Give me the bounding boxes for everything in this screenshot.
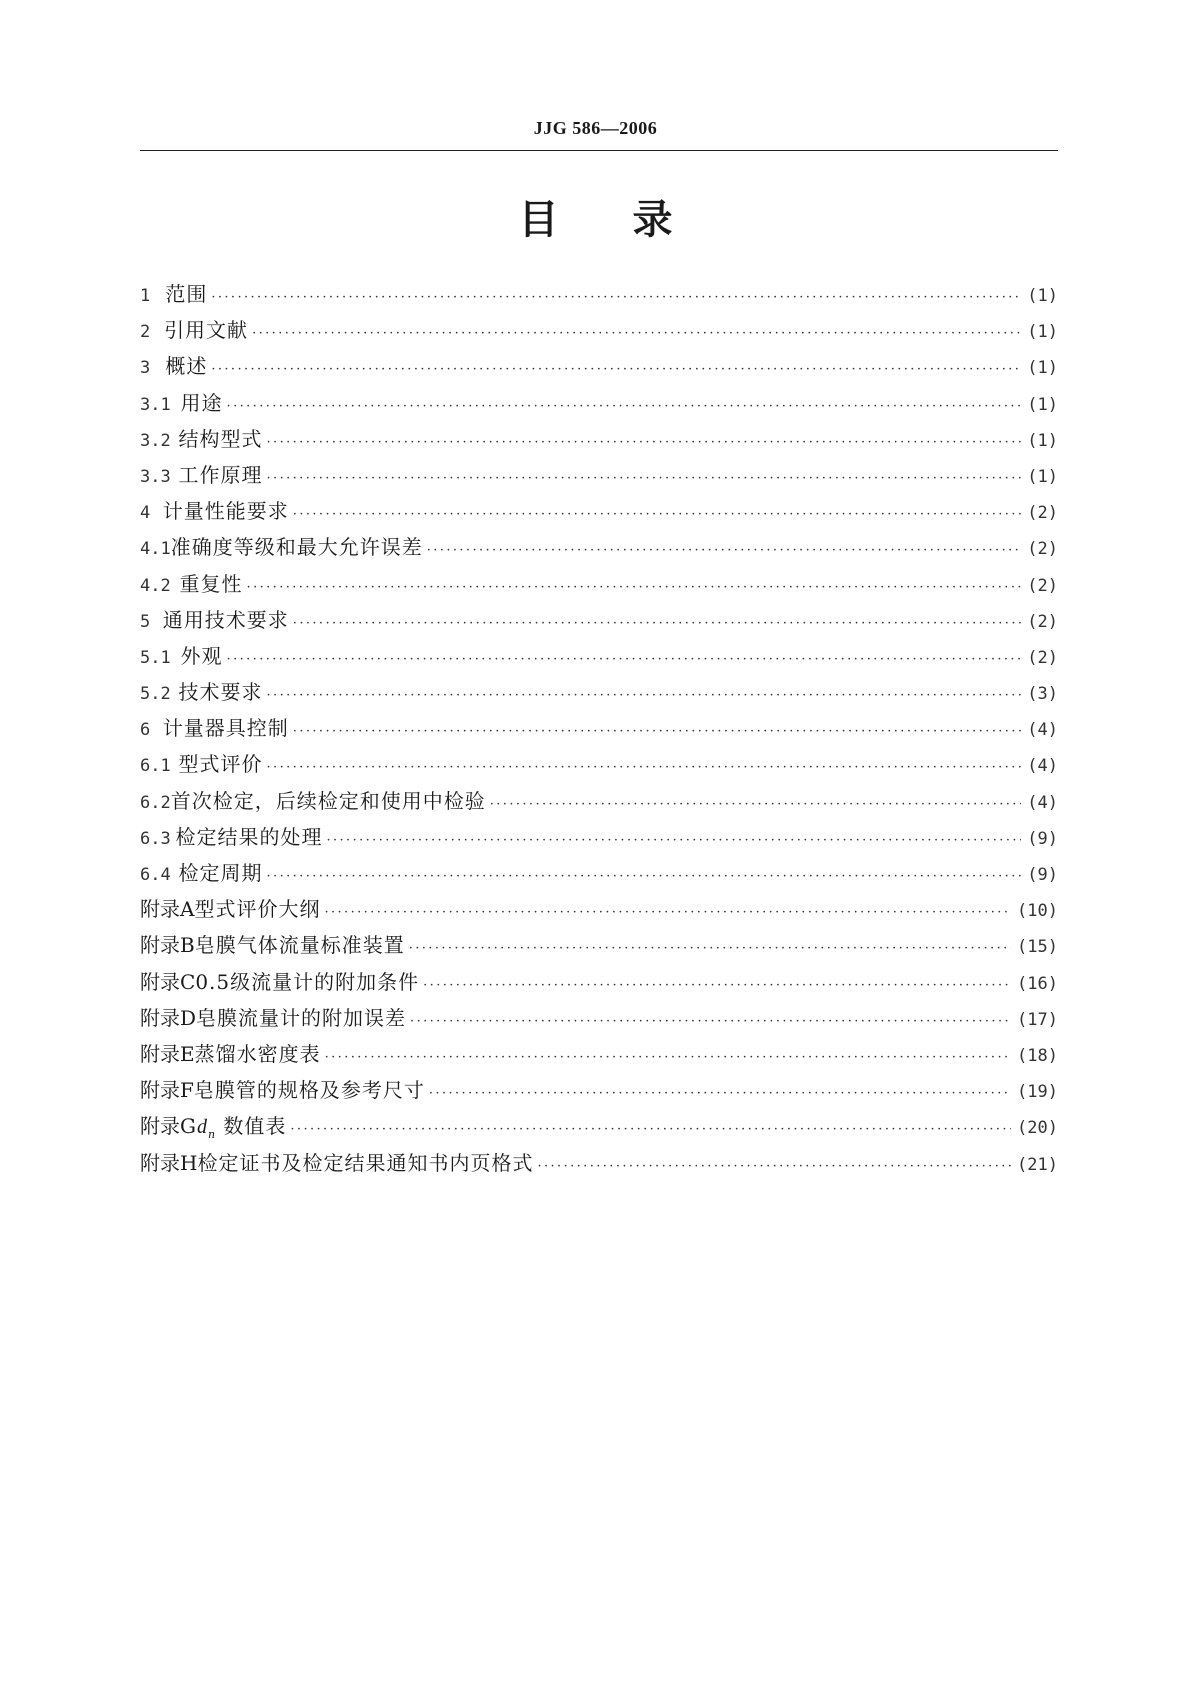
toc-number: 附录B [140, 933, 195, 958]
toc-label: 引用文献 [164, 318, 249, 343]
toc-label: 皂膜管的规格及参考尺寸 [193, 1078, 425, 1103]
dot-leader [293, 497, 1022, 533]
page-title [0, 196, 1191, 244]
dot-leader [325, 1040, 1011, 1076]
dot-leader [211, 352, 1021, 388]
toc-page: (15) [1017, 937, 1058, 958]
toc-label: 0.5级流量计的附加条件 [195, 969, 420, 994]
dot-leader [409, 931, 1011, 967]
toc-entry-6-2[interactable] [140, 783, 1058, 819]
toc-number: 附录F [140, 1078, 194, 1103]
toc-entry-4[interactable] [140, 493, 1058, 529]
toc-page: (1) [1027, 322, 1058, 343]
toc-number: 4.2 [140, 575, 171, 596]
toc-number: 6.1 [140, 756, 171, 777]
variable-subscript-n: n [207, 1128, 217, 1142]
toc-entry-5-2[interactable] [140, 674, 1058, 710]
toc-page: (2) [1027, 647, 1058, 668]
dot-leader [227, 642, 1022, 678]
toc-page: (20) [1017, 1118, 1058, 1139]
toc-label: 范围 [165, 282, 208, 306]
toc-label: 结构型式 [178, 426, 263, 451]
toc-label: 外观 [180, 643, 223, 668]
document-code: JJG 586—2006 [533, 118, 658, 138]
toc-entry-6-1[interactable] [140, 746, 1058, 782]
toc-page: (2) [1027, 539, 1058, 560]
toc-page: (4) [1027, 792, 1058, 813]
toc-page: (9) [1027, 865, 1058, 885]
toc-entry-appendix-d[interactable] [140, 1000, 1058, 1036]
dot-leader [267, 425, 1022, 461]
dot-leader [293, 606, 1022, 642]
toc-number: 6.2 [140, 792, 171, 813]
toc-entry-appendix-c[interactable] [140, 964, 1058, 1000]
toc-page: (1) [1027, 466, 1058, 487]
toc-label: 型式评价大纲 [194, 897, 321, 922]
toc-entry-5[interactable] [140, 602, 1058, 638]
toc-entry-appendix-b[interactable] [140, 927, 1058, 963]
toc-number: 4.1 [140, 539, 171, 560]
dot-leader [490, 787, 1022, 823]
toc-entry-appendix-h[interactable] [140, 1145, 1058, 1181]
dot-leader [429, 1076, 1011, 1112]
toc-number: 3.3 [140, 466, 171, 487]
toc-entry-3[interactable] [140, 348, 1058, 384]
toc-label: 计量性能要求 [162, 499, 289, 524]
toc-entry-3-3[interactable] [140, 457, 1058, 493]
toc-page: (3) [1027, 684, 1058, 705]
toc-label: 工作原理 [178, 462, 263, 487]
dot-leader [252, 316, 1021, 352]
toc-label: 概述 [165, 354, 208, 379]
toc-number: 5.2 [140, 684, 171, 705]
dot-leader [290, 1112, 1011, 1148]
dot-leader [267, 461, 1022, 497]
toc-page: (2) [1027, 503, 1058, 524]
toc-label: 计量器具控制 [162, 716, 289, 741]
toc-number: 6.4 [140, 865, 171, 885]
toc-number: 5 [140, 611, 151, 632]
toc-label: 准确度等级和最大允许误差 [170, 535, 423, 560]
toc-number: 5.1 [140, 647, 171, 668]
toc-label: 通用技术要求 [162, 607, 289, 632]
toc-number: 3.2 [140, 430, 171, 451]
toc-label: 皂膜流量计的附加误差 [196, 1005, 407, 1030]
table-of-contents [140, 276, 1058, 1181]
toc-entry-appendix-a[interactable] [140, 891, 1058, 927]
toc-number: 附录E [140, 1041, 195, 1066]
toc-label: 检定周期 [178, 861, 263, 885]
toc-number: 附录H [140, 1150, 198, 1175]
toc-label: 皂膜气体流量标准装置 [194, 933, 405, 958]
toc-entry-4-1[interactable] [140, 529, 1058, 565]
toc-number: 1 [140, 286, 151, 306]
toc-entry-appendix-f[interactable] [140, 1072, 1058, 1108]
toc-entry-appendix-g[interactable] [140, 1108, 1058, 1144]
toc-page: (9) [1027, 828, 1058, 849]
toc-label: 首次检定，后续检定和使用中检验 [170, 788, 486, 813]
toc-number: 附录D [140, 1005, 197, 1030]
toc-entry-6[interactable] [140, 710, 1058, 746]
toc-page: (10) [1017, 901, 1058, 922]
toc-page: (2) [1027, 575, 1058, 596]
toc-label: 检定证书及检定结果通知书内页格式 [197, 1150, 534, 1175]
toc-page: (2) [1027, 611, 1058, 632]
variable-d: d [196, 1116, 208, 1139]
header-divider [140, 150, 1058, 151]
toc-label-text: 数值表 [223, 1114, 287, 1139]
dot-leader [247, 570, 1022, 606]
dot-leader [267, 859, 1022, 895]
toc-entry-5-1[interactable] [140, 638, 1058, 674]
toc-entry-6-3[interactable] [140, 819, 1058, 855]
dot-leader [537, 1149, 1011, 1185]
toc-number: 附录C [140, 969, 196, 994]
toc-page: (4) [1027, 720, 1058, 741]
toc-page: (4) [1027, 756, 1058, 777]
toc-entry-4-2[interactable] [140, 566, 1058, 602]
toc-page: (21) [1017, 1154, 1058, 1175]
toc-number: 4 [140, 503, 151, 524]
toc-page: (17) [1017, 1009, 1058, 1030]
toc-label: 型式评价 [178, 752, 263, 777]
dot-leader [427, 533, 1022, 569]
dot-leader [423, 968, 1011, 1004]
toc-number: 附录G [140, 1114, 196, 1139]
dot-leader [267, 678, 1022, 714]
toc-number: 6 [140, 720, 151, 741]
toc-number: 6.3 [140, 828, 171, 849]
toc-number: 3.1 [140, 394, 171, 415]
toc-entry-1[interactable] [140, 276, 1058, 312]
toc-label: 重复性 [179, 571, 243, 596]
toc-number: 2 [140, 322, 151, 343]
dot-leader [227, 389, 1022, 425]
toc-page: (1) [1027, 394, 1058, 415]
dot-leader [293, 714, 1022, 750]
title-char-1: 目 [518, 197, 559, 243]
toc-page: (19) [1017, 1082, 1058, 1103]
toc-entry-appendix-e[interactable] [140, 1036, 1058, 1072]
toc-page: (1) [1027, 286, 1058, 306]
toc-label: 蒸馏水密度表 [194, 1041, 321, 1066]
title-char-2: 录 [632, 197, 673, 243]
toc-page: (1) [1027, 430, 1058, 451]
toc-label: 检定结果的处理 [175, 824, 323, 849]
dot-leader [211, 280, 1021, 316]
toc-page: (1) [1027, 358, 1058, 379]
dot-leader [324, 895, 1011, 931]
toc-page: (16) [1017, 973, 1058, 994]
toc-label: 技术要求 [178, 680, 263, 705]
toc-entry-3-2[interactable] [140, 421, 1058, 457]
toc-entry-2[interactable] [140, 312, 1058, 348]
toc-number: 3 [140, 358, 151, 379]
toc-label: 用途 [180, 390, 223, 415]
toc-entry-3-1[interactable] [140, 385, 1058, 421]
dot-leader [326, 823, 1021, 859]
toc-number: 附录A [140, 897, 195, 922]
toc-page: (18) [1017, 1045, 1058, 1066]
toc-entry-6-4[interactable] [140, 855, 1058, 891]
dot-leader [267, 750, 1022, 786]
dot-leader [410, 1004, 1011, 1040]
